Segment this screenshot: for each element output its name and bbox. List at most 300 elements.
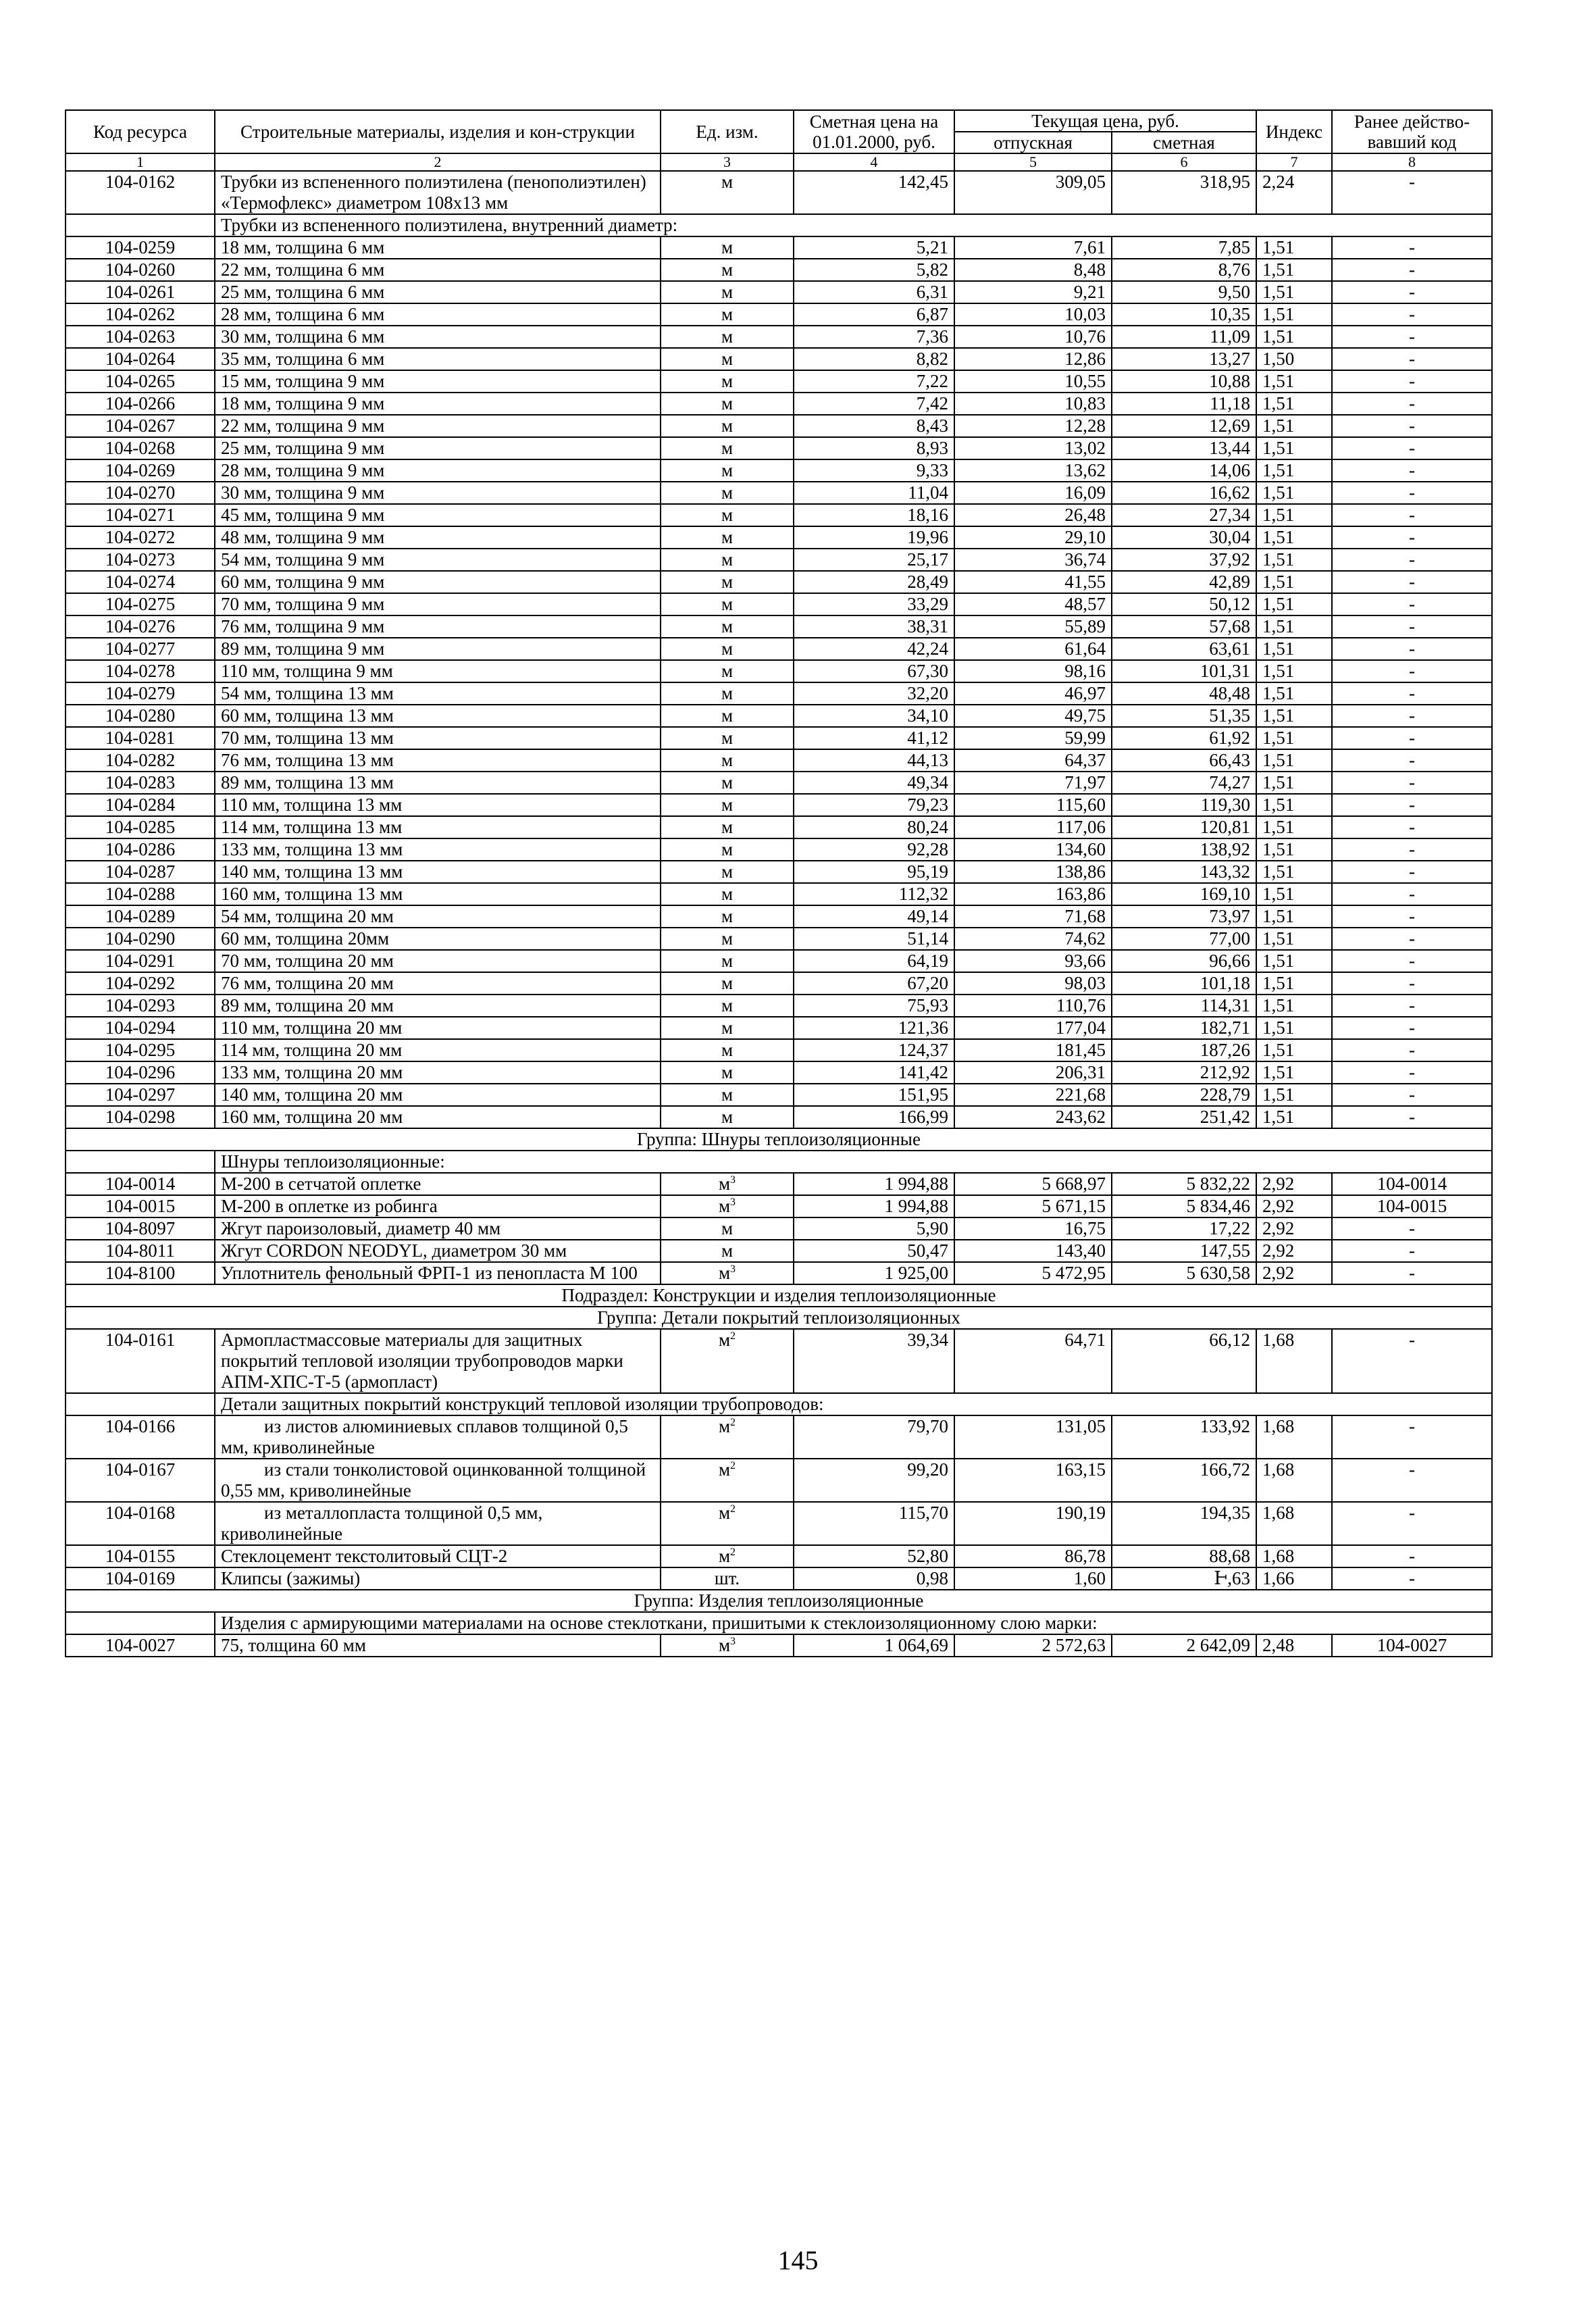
- price-2000: 9,33: [794, 459, 954, 482]
- unit-value: м: [721, 616, 733, 636]
- price-index: 1,51: [1256, 236, 1332, 259]
- price-2000: 28,49: [794, 571, 954, 593]
- price-estimate: 8,76: [1112, 259, 1256, 281]
- price-release: 10,76: [954, 326, 1112, 348]
- unit-value: м: [721, 861, 733, 882]
- price-2000: 1 994,88: [794, 1173, 954, 1195]
- price-release: 115,60: [954, 794, 1112, 816]
- resource-code: 104-0278: [66, 660, 215, 682]
- price-2000: 67,20: [794, 972, 954, 995]
- unit-value: м: [721, 661, 733, 681]
- previous-code: -: [1332, 526, 1492, 549]
- table-row: [66, 727, 1492, 749]
- unit-cell: [661, 370, 794, 393]
- unit-value: м: [721, 772, 733, 793]
- col-header-price-2000: Сметная цена на 01.01.2000, руб.: [794, 110, 954, 153]
- price-index: 1,68: [1256, 1459, 1332, 1502]
- price-index: 1,51: [1256, 259, 1332, 281]
- price-index: 1,51: [1256, 326, 1332, 348]
- previous-code: -: [1332, 482, 1492, 504]
- unit-cell: [661, 593, 794, 615]
- price-estimate: 251,42: [1112, 1106, 1256, 1128]
- price-estimate: 73,97: [1112, 905, 1256, 928]
- previous-code: -: [1332, 682, 1492, 705]
- price-index: 2,92: [1256, 1240, 1332, 1262]
- resource-code: 104-0161: [66, 1329, 215, 1393]
- unit-cell: [661, 1017, 794, 1039]
- unit-value: м: [721, 995, 733, 1015]
- unit-value: м: [721, 282, 733, 302]
- resource-code: 104-0168: [66, 1502, 215, 1545]
- price-2000: 1 064,69: [794, 1634, 954, 1657]
- price-2000: 166,99: [794, 1106, 954, 1128]
- unit-exponent: 3: [730, 1197, 736, 1208]
- price-estimate: 101,18: [1112, 972, 1256, 995]
- section-heading-row: [66, 1284, 1492, 1307]
- price-index: 1,68: [1256, 1415, 1332, 1459]
- price-estimate: 101,31: [1112, 660, 1256, 682]
- table-row: [66, 816, 1492, 838]
- previous-code: -: [1332, 171, 1492, 214]
- price-estimate: 318,95: [1112, 171, 1256, 214]
- group-heading: Группа: Детали покрытий теплоизоляционных: [66, 1307, 1492, 1329]
- previous-code: -: [1332, 1106, 1492, 1128]
- price-estimate: Ͱ,63: [1112, 1567, 1256, 1590]
- price-index: 1,51: [1256, 705, 1332, 727]
- price-release: 16,09: [954, 482, 1112, 504]
- unit-value: м: [721, 172, 733, 192]
- unit-cell: [661, 1459, 794, 1502]
- material-name: 76 мм, толщина 9 мм: [215, 615, 661, 638]
- price-estimate: 30,04: [1112, 526, 1256, 549]
- table-row: [66, 660, 1492, 682]
- price-estimate: 13,44: [1112, 437, 1256, 459]
- price-index: 1,51: [1256, 482, 1332, 504]
- material-name: 48 мм, толщина 9 мм: [215, 526, 661, 549]
- column-number: 6: [1112, 153, 1256, 171]
- table-row: [66, 995, 1492, 1017]
- resource-code: 104-0276: [66, 615, 215, 638]
- table-row: [66, 1634, 1492, 1657]
- material-name: 140 мм, толщина 20 мм: [215, 1084, 661, 1106]
- table-row: [66, 950, 1492, 972]
- resource-code: 104-0288: [66, 883, 215, 905]
- table-row: [66, 259, 1492, 281]
- previous-code: -: [1332, 883, 1492, 905]
- price-estimate: 2 642,09: [1112, 1634, 1256, 1657]
- unit-cell: [661, 459, 794, 482]
- unit-cell: [661, 838, 794, 861]
- previous-code: -: [1332, 571, 1492, 593]
- unit-value: м: [721, 393, 733, 413]
- table-row: [66, 437, 1492, 459]
- previous-code: -: [1332, 615, 1492, 638]
- material-name: 54 мм, толщина 9 мм: [215, 549, 661, 571]
- resource-code: 104-0290: [66, 928, 215, 950]
- previous-code: 104-0014: [1332, 1173, 1492, 1195]
- price-release: 131,05: [954, 1415, 1112, 1459]
- resource-code: 104-0281: [66, 727, 215, 749]
- resource-code: 104-0285: [66, 816, 215, 838]
- resource-code: 104-0279: [66, 682, 215, 705]
- price-estimate: 5 834,46: [1112, 1195, 1256, 1217]
- price-index: 1,51: [1256, 972, 1332, 995]
- price-estimate: 63,61: [1112, 638, 1256, 660]
- table-row: [66, 1262, 1492, 1284]
- price-estimate: 17,22: [1112, 1217, 1256, 1240]
- unit-cell: [661, 950, 794, 972]
- table-row: [66, 504, 1492, 526]
- price-release: 49,75: [954, 705, 1112, 727]
- table-row: [66, 638, 1492, 660]
- price-2000: 5,90: [794, 1217, 954, 1240]
- unit-cell: [661, 326, 794, 348]
- previous-code: -: [1332, 1329, 1492, 1393]
- price-index: 1,51: [1256, 727, 1332, 749]
- material-name: 75, толщина 60 мм: [215, 1634, 661, 1657]
- material-name: Армопластмассовые материалы для защитных покрытий тепловой изоляции трубопроводов марки АПМ-ХПС-Т-5 (армопласт): [215, 1329, 661, 1393]
- unit-value: м: [718, 1196, 731, 1216]
- material-name: 110 мм, толщина 13 мм: [215, 794, 661, 816]
- unit-cell: [661, 972, 794, 995]
- price-estimate: 114,31: [1112, 995, 1256, 1017]
- price-index: 2,48: [1256, 1634, 1332, 1657]
- table-row: [66, 928, 1492, 950]
- price-index: 1,66: [1256, 1567, 1332, 1590]
- price-2000: 38,31: [794, 615, 954, 638]
- unit-cell: [661, 928, 794, 950]
- price-index: 2,24: [1256, 171, 1332, 214]
- price-2000: 151,95: [794, 1084, 954, 1106]
- unit-cell: [661, 615, 794, 638]
- price-estimate: 228,79: [1112, 1084, 1256, 1106]
- unit-cell: [661, 549, 794, 571]
- resource-code: 104-0270: [66, 482, 215, 504]
- price-2000: 32,20: [794, 682, 954, 705]
- price-release: 181,45: [954, 1039, 1112, 1061]
- resource-code: 104-0283: [66, 772, 215, 794]
- table-row: [66, 1084, 1492, 1106]
- material-name: 54 мм, толщина 20 мм: [215, 905, 661, 928]
- unit-cell: [661, 303, 794, 326]
- price-index: 1,51: [1256, 1106, 1332, 1128]
- previous-code: -: [1332, 259, 1492, 281]
- price-estimate: 50,12: [1112, 593, 1256, 615]
- price-release: 71,97: [954, 772, 1112, 794]
- resource-code: 104-0166: [66, 1415, 215, 1459]
- material-name: 76 мм, толщина 13 мм: [215, 749, 661, 772]
- price-2000: 7,36: [794, 326, 954, 348]
- price-index: 1,51: [1256, 459, 1332, 482]
- table-row: [66, 171, 1492, 214]
- price-index: 1,51: [1256, 415, 1332, 437]
- table-row: [66, 549, 1492, 571]
- resource-code: 104-0271: [66, 504, 215, 526]
- resource-code: 104-0014: [66, 1173, 215, 1195]
- price-release: 206,31: [954, 1061, 1112, 1084]
- resource-code: 104-0273: [66, 549, 215, 571]
- unit-value: м: [721, 304, 733, 324]
- price-index: 1,51: [1256, 1084, 1332, 1106]
- unit-cell: [661, 749, 794, 772]
- previous-code: -: [1332, 437, 1492, 459]
- resource-code: 104-0167: [66, 1459, 215, 1502]
- table-row: [66, 459, 1492, 482]
- material-name: Уплотнитель фенольный ФРП-1 из пенопласта М 100: [215, 1262, 661, 1284]
- unit-value: м: [721, 750, 733, 770]
- price-estimate: 119,30: [1112, 794, 1256, 816]
- material-name: 160 мм, толщина 20 мм: [215, 1106, 661, 1128]
- col-header-index: Индекс: [1256, 110, 1332, 153]
- price-release: 13,02: [954, 437, 1112, 459]
- price-2000: 124,37: [794, 1039, 954, 1061]
- table-row: [66, 1240, 1492, 1262]
- previous-code: -: [1332, 1545, 1492, 1567]
- unit-value: м: [721, 1017, 733, 1038]
- resource-code: 104-0296: [66, 1061, 215, 1084]
- previous-code: -: [1332, 705, 1492, 727]
- unit-value: м: [721, 1107, 733, 1127]
- previous-code: -: [1332, 928, 1492, 950]
- price-2000: 11,04: [794, 482, 954, 504]
- table-row: [66, 1039, 1492, 1061]
- material-name: Жгут CORDON NEODYL, диаметром 30 мм: [215, 1240, 661, 1262]
- price-index: 1,51: [1256, 638, 1332, 660]
- unit-cell: [661, 482, 794, 504]
- unit-cell: [661, 794, 794, 816]
- unit-cell: [661, 393, 794, 415]
- price-estimate: 194,35: [1112, 1502, 1256, 1545]
- subgroup-heading-row: [66, 214, 1492, 236]
- price-2000: 6,31: [794, 281, 954, 303]
- table-row: [66, 1061, 1492, 1084]
- previous-code: -: [1332, 549, 1492, 571]
- previous-code: -: [1332, 660, 1492, 682]
- price-release: 163,86: [954, 883, 1112, 905]
- material-name: 60 мм, толщина 20мм: [215, 928, 661, 950]
- price-2000: 1 925,00: [794, 1262, 954, 1284]
- table-row: [66, 1329, 1492, 1393]
- unit-value: м: [721, 527, 733, 547]
- unit-cell: [661, 1039, 794, 1061]
- column-number: 3: [661, 153, 794, 171]
- unit-value: м: [721, 371, 733, 391]
- price-estimate: 120,81: [1112, 816, 1256, 838]
- material-name: 60 мм, толщина 13 мм: [215, 705, 661, 727]
- subgroup-heading-row: [66, 1151, 1492, 1173]
- unit-value: м: [721, 1218, 733, 1238]
- price-estimate: 5 832,22: [1112, 1173, 1256, 1195]
- previous-code: -: [1332, 1084, 1492, 1106]
- price-index: 1,51: [1256, 950, 1332, 972]
- unit-value: м: [721, 326, 733, 347]
- resource-code: 104-0293: [66, 995, 215, 1017]
- price-2000: 79,70: [794, 1415, 954, 1459]
- previous-code: -: [1332, 303, 1492, 326]
- unit-value: м: [721, 728, 733, 748]
- price-release: 29,10: [954, 526, 1112, 549]
- unit-cell: [661, 1195, 794, 1217]
- table-row: [66, 1195, 1492, 1217]
- column-number: 8: [1332, 153, 1492, 171]
- col-header-unit: Ед. изм.: [661, 110, 794, 153]
- unit-cell: [661, 816, 794, 838]
- table-body: [66, 171, 1492, 1657]
- material-name: 22 мм, толщина 9 мм: [215, 415, 661, 437]
- material-name: 25 мм, толщина 9 мм: [215, 437, 661, 459]
- table-row: [66, 370, 1492, 393]
- price-2000: 8,43: [794, 415, 954, 437]
- price-2000: 44,13: [794, 749, 954, 772]
- price-index: 1,51: [1256, 393, 1332, 415]
- empty-code-cell: [66, 1612, 215, 1634]
- subgroup-heading: Детали защитных покрытий конструкций тепловой изоляции трубопроводов:: [215, 1393, 1492, 1415]
- unit-cell: [661, 1329, 794, 1393]
- previous-code: -: [1332, 1039, 1492, 1061]
- material-name: 110 мм, толщина 20 мм: [215, 1017, 661, 1039]
- resource-code: 104-0162: [66, 171, 215, 214]
- unit-value: м: [718, 1546, 731, 1566]
- unit-value: шт.: [714, 1568, 740, 1588]
- material-name: 140 мм, толщина 13 мм: [215, 861, 661, 883]
- resource-code: 104-0261: [66, 281, 215, 303]
- price-estimate: 12,69: [1112, 415, 1256, 437]
- price-2000: 7,42: [794, 393, 954, 415]
- previous-code: -: [1332, 459, 1492, 482]
- price-2000: 0,98: [794, 1567, 954, 1590]
- previous-code: -: [1332, 1217, 1492, 1240]
- price-2000: 39,34: [794, 1329, 954, 1393]
- price-2000: 49,34: [794, 772, 954, 794]
- price-estimate: 51,35: [1112, 705, 1256, 727]
- price-estimate: 5 630,58: [1112, 1262, 1256, 1284]
- price-estimate: 147,55: [1112, 1240, 1256, 1262]
- price-index: 2,92: [1256, 1195, 1332, 1217]
- unit-value: м: [721, 460, 733, 480]
- table-row: [66, 1545, 1492, 1567]
- price-release: 7,61: [954, 236, 1112, 259]
- previous-code: -: [1332, 1459, 1492, 1502]
- price-2000: 75,93: [794, 995, 954, 1017]
- material-name: 25 мм, толщина 6 мм: [215, 281, 661, 303]
- price-2000: 79,23: [794, 794, 954, 816]
- material-name: 60 мм, толщина 9 мм: [215, 571, 661, 593]
- price-index: 1,51: [1256, 905, 1332, 928]
- unit-cell: [661, 1262, 794, 1284]
- resource-code: 104-0269: [66, 459, 215, 482]
- unit-value: м: [721, 795, 733, 815]
- price-index: 1,51: [1256, 660, 1332, 682]
- table-row: [66, 1502, 1492, 1545]
- table-row: [66, 348, 1492, 370]
- resource-code: 104-0263: [66, 326, 215, 348]
- resource-code: 104-0015: [66, 1195, 215, 1217]
- previous-code: -: [1332, 816, 1492, 838]
- price-2000: 64,19: [794, 950, 954, 972]
- price-estimate: 13,27: [1112, 348, 1256, 370]
- material-name: 114 мм, толщина 20 мм: [215, 1039, 661, 1061]
- resource-code: 104-0280: [66, 705, 215, 727]
- price-2000: 121,36: [794, 1017, 954, 1039]
- price-release: 9,21: [954, 281, 1112, 303]
- material-name: 70 мм, толщина 13 мм: [215, 727, 661, 749]
- group-heading-row: [66, 1590, 1492, 1612]
- price-release: 98,03: [954, 972, 1112, 995]
- material-name: 114 мм, толщина 13 мм: [215, 816, 661, 838]
- resource-code: 104-0287: [66, 861, 215, 883]
- price-estimate: 11,18: [1112, 393, 1256, 415]
- resource-code: 104-0272: [66, 526, 215, 549]
- price-release: 46,97: [954, 682, 1112, 705]
- resource-code: 104-0298: [66, 1106, 215, 1128]
- material-name: из стали тонколистовой оцинкованной толщиной 0,55 мм, криволинейные: [215, 1459, 661, 1502]
- price-index: 1,51: [1256, 928, 1332, 950]
- resource-code: 104-0297: [66, 1084, 215, 1106]
- price-index: 1,68: [1256, 1502, 1332, 1545]
- price-2000: 50,47: [794, 1240, 954, 1262]
- table-row: [66, 1106, 1492, 1128]
- table-row: [66, 705, 1492, 727]
- unit-cell: [661, 281, 794, 303]
- unit-exponent: 2: [730, 1460, 736, 1472]
- price-release: 10,83: [954, 393, 1112, 415]
- unit-value: м: [721, 839, 733, 859]
- price-release: 1,60: [954, 1567, 1112, 1590]
- price-index: 1,51: [1256, 838, 1332, 861]
- previous-code: -: [1332, 1017, 1492, 1039]
- unit-value: м: [718, 1330, 731, 1350]
- unit-value: м: [721, 817, 733, 837]
- price-estimate: 7,85: [1112, 236, 1256, 259]
- table-row: [66, 1567, 1492, 1590]
- price-index: 1,51: [1256, 749, 1332, 772]
- material-name: 89 мм, толщина 20 мм: [215, 995, 661, 1017]
- unit-cell: [661, 995, 794, 1017]
- price-2000: 49,14: [794, 905, 954, 928]
- price-release: 12,28: [954, 415, 1112, 437]
- resource-code: 104-8100: [66, 1262, 215, 1284]
- unit-value: м: [721, 973, 733, 993]
- unit-cell: [661, 1545, 794, 1567]
- price-index: 1,51: [1256, 995, 1332, 1017]
- unit-cell: [661, 259, 794, 281]
- price-release: 26,48: [954, 504, 1112, 526]
- price-estimate: 143,32: [1112, 861, 1256, 883]
- price-release: 117,06: [954, 816, 1112, 838]
- material-name: 76 мм, толщина 20 мм: [215, 972, 661, 995]
- price-release: 64,37: [954, 749, 1112, 772]
- previous-code: -: [1332, 415, 1492, 437]
- unit-value: м: [718, 1416, 731, 1436]
- table-row: [66, 326, 1492, 348]
- price-release: 177,04: [954, 1017, 1112, 1039]
- unit-cell: [661, 1217, 794, 1240]
- price-index: 2,92: [1256, 1217, 1332, 1240]
- unit-cell: [661, 236, 794, 259]
- price-estimate: 88,68: [1112, 1545, 1256, 1567]
- material-name: М-200 в оплетке из робинга: [215, 1195, 661, 1217]
- price-index: 1,51: [1256, 1061, 1332, 1084]
- price-release: 93,66: [954, 950, 1112, 972]
- previous-code: -: [1332, 1262, 1492, 1284]
- price-estimate: 77,00: [1112, 928, 1256, 950]
- material-name: 15 мм, толщина 9 мм: [215, 370, 661, 393]
- price-release: 134,60: [954, 838, 1112, 861]
- price-table: [65, 109, 1493, 1657]
- previous-code: -: [1332, 326, 1492, 348]
- price-index: 1,51: [1256, 593, 1332, 615]
- price-release: 8,48: [954, 259, 1112, 281]
